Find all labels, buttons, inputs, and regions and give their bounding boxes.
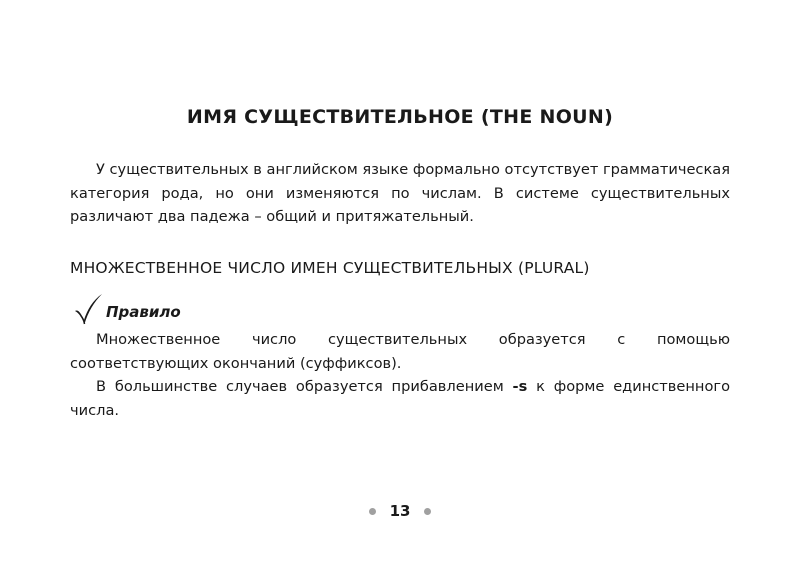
section-heading: МНОЖЕСТВЕННОЕ ЧИСЛО ИМЕН СУЩЕСТВИТЕЛЬНЫХ (PLURAL) [70, 259, 590, 277]
rule-paragraph-1: Множественное число существительных образуется с помощью соответствующих окончаний (суффиксов). [70, 331, 730, 372]
page-title: ИМЯ СУЩЕСТВИТЕЛЬНОЕ (THE NOUN) [186, 106, 614, 128]
intro-paragraph: У существительных в английском языке формально отсутствует грамматическая категория рода, но они изменяются по числам. В системе существительных различают два падежа – общий и притяжательный. [70, 161, 730, 225]
checkmark-icon [72, 292, 104, 326]
left-dot-icon [369, 508, 376, 515]
rule-header [72, 292, 181, 326]
right-dot-icon [424, 508, 431, 515]
page-number: 13 [389, 502, 411, 520]
page-footer [0, 502, 800, 520]
rule-paragraph-2-after: к форме единственного числа. [70, 378, 730, 419]
rule-paragraph-2 [70, 375, 730, 422]
plural-suffix: -s [512, 378, 528, 395]
rule-paragraph-2-before: В большинстве случаев образуется прибавлением [96, 378, 513, 395]
rule-label: Правило [106, 303, 181, 321]
